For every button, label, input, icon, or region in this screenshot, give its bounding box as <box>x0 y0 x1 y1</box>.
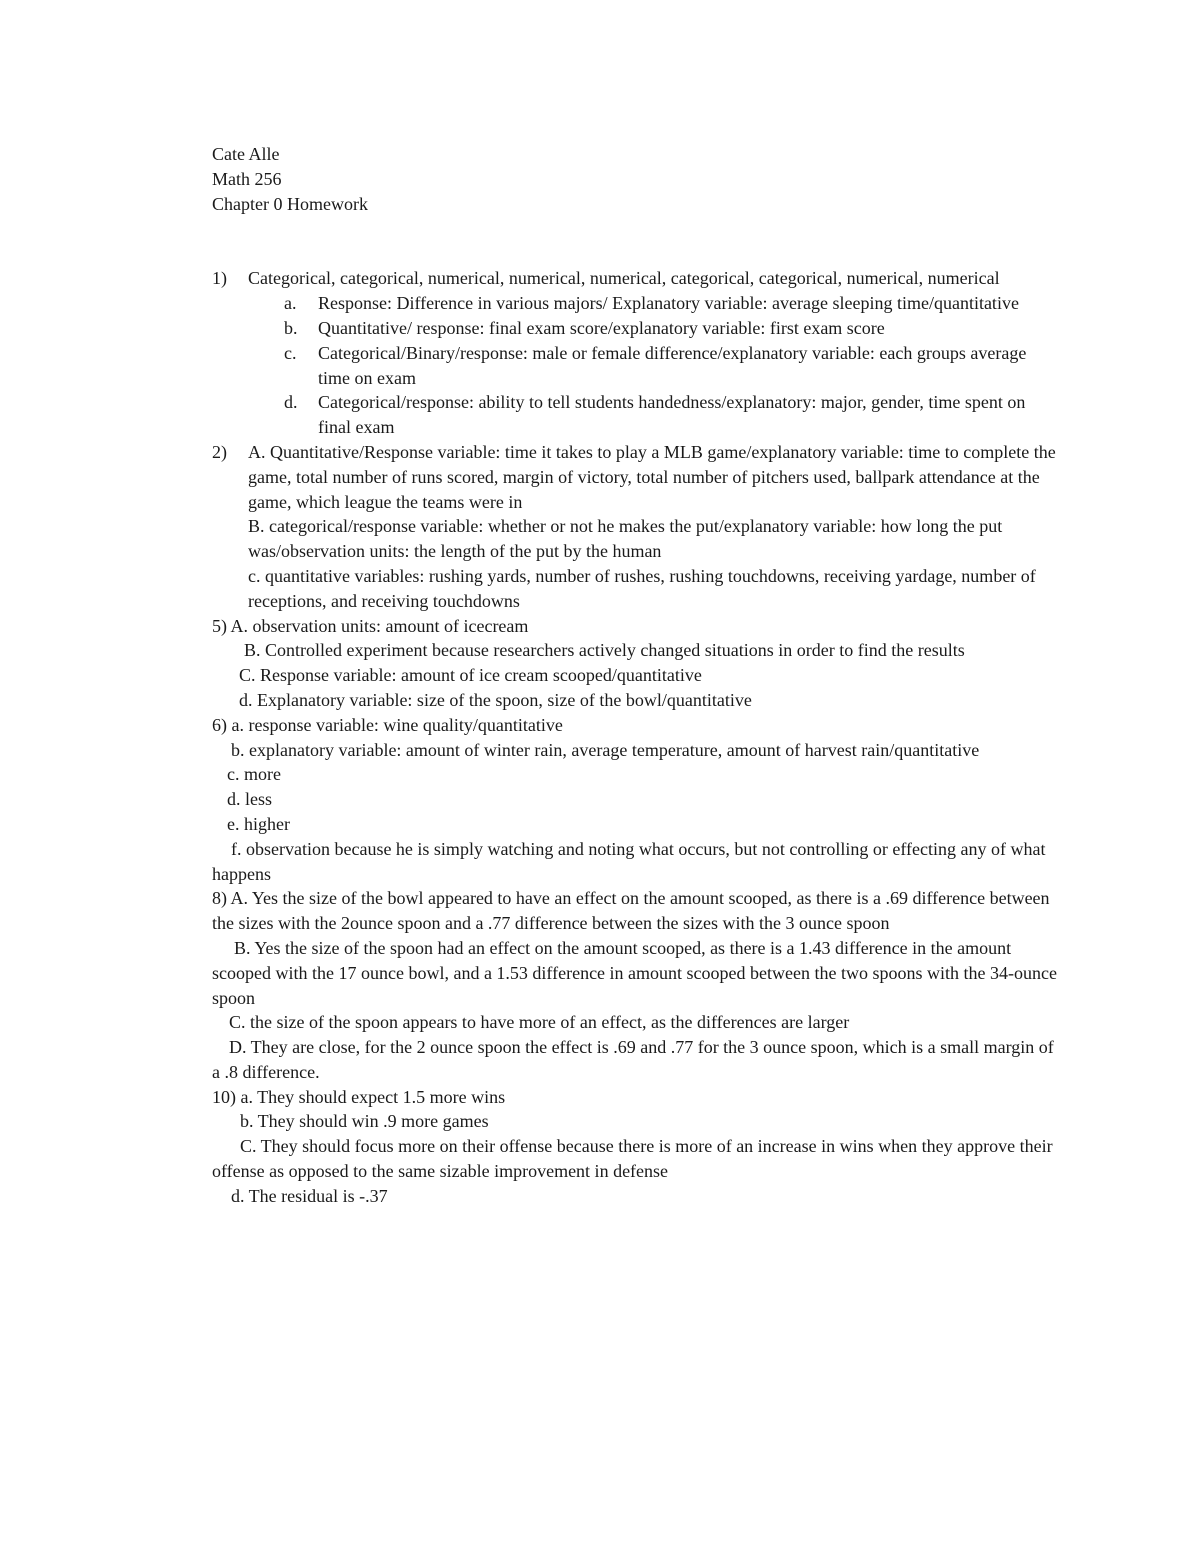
document-body <box>212 142 1062 1209</box>
question-6-part-b: b. explanatory variable: amount of winter rain, average temperature, amount of harvest rain/quantitative <box>231 739 980 760</box>
part-text: Response: Difference in various majors/ Explanatory variable: average sleeping time/quantitative <box>318 293 1019 314</box>
part-letter: d. <box>284 392 298 413</box>
question-8-part-a: 8) A. Yes the size of the bowl appeared to have an effect on the amount scooped, as there is a .69 difference between the sizes with the 2ounce spoon and a .77 difference between the sizes with the 3 ounce spoon <box>212 888 1050 934</box>
question-6-part-c: c. more <box>227 764 281 785</box>
question-6-part-d: d. less <box>227 789 272 810</box>
question-8-part-b: B. Yes the size of the spoon had an effect on the amount scooped, as there is a 1.43 difference in the amount scooped with the 17 ounce bowl, and a 1.53 difference in amount scooped between the two spoons with the 34-ounce spoon <box>212 937 1057 1008</box>
question-1-part-c <box>212 341 1062 391</box>
question-1-part-a <box>212 291 1062 316</box>
question-8-part-d: D. They are close, for the 2 ounce spoon the effect is .69 and .77 for the 3 ounce spoon, which is a small margin of a .8 difference. <box>212 1037 1054 1082</box>
part-text: Quantitative/ response: final exam score/explanatory variable: first exam score <box>318 317 885 338</box>
question-1-part-d <box>212 390 1062 440</box>
author-name: Cate Alle <box>212 144 280 164</box>
assignment-title: Chapter 0 Homework <box>212 193 368 214</box>
part-text: Categorical/Binary/response: male or female difference/explanatory variable: each groups average time on exam <box>318 342 1027 388</box>
question-2-number: 2) <box>212 441 227 462</box>
question-1-part-b <box>212 316 1062 341</box>
question-5-part-b: B. Controlled experiment because researchers actively changed situations in order to find the results <box>244 640 965 661</box>
question-2-part-b: B. categorical/response variable: whether or not he makes the put/explanatory variable: how long the put was/observation units: the length of the put by the human <box>248 516 1003 562</box>
part-letter: c. <box>284 342 297 363</box>
part-text: Categorical/response: ability to tell students handedness/explanatory: major, gender, time spent on final exam <box>318 392 1026 438</box>
part-letter: a. <box>284 293 297 314</box>
question-10-part-d: d. The residual is -.37 <box>231 1185 388 1206</box>
question-5-part-a: 5) A. observation units: amount of icecream <box>212 615 529 636</box>
question-5-part-c: C. Response variable: amount of ice cream scooped/quantitative <box>239 665 702 686</box>
question-6-part-f: f. observation because he is simply watching and noting what occurs, but not controlling or effecting any of what happens <box>212 838 1046 884</box>
question-5-part-d: d. Explanatory variable: size of the spoon, size of the bowl/quantitative <box>239 689 752 710</box>
question-6-part-a: 6) a. response variable: wine quality/quantitative <box>212 714 563 735</box>
question-1-number: 1) <box>212 268 227 289</box>
course-name: Math 256 <box>212 168 282 189</box>
question-10-part-b: b. They should win .9 more games <box>240 1111 489 1132</box>
question-2-part-a: A. Quantitative/Response variable: time it takes to play a MLB game/explanatory variable: time to complete the game, total number of runs scored, margin of victory, total number of pitchers used, ballpark attendance at the game, which league the teams were in <box>248 441 1056 512</box>
question-8-part-c: C. the size of the spoon appears to have more of an effect, as the differences are larger <box>229 1012 850 1033</box>
question-1 <box>212 266 1062 291</box>
question-10-part-c: C. They should focus more on their offense because there is more of an increase in wins when they approve their offense as opposed to the same sizable improvement in defense <box>212 1136 1053 1182</box>
question-1-text: Categorical, categorical, numerical, numerical, numerical, categorical, categorical, numerical, numerical <box>248 268 1000 289</box>
question-10-part-a: 10) a. They should expect 1.5 more wins <box>212 1086 506 1107</box>
question-6-part-e: e. higher <box>227 813 290 834</box>
part-letter: b. <box>284 317 298 338</box>
question-2 <box>212 440 1062 514</box>
question-2-part-c: c. quantitative variables: rushing yards, number of rushes, rushing touchdowns, receiving yardage, number of receptions, and receiving touchdowns <box>248 565 1036 611</box>
header-spacer <box>212 216 1062 266</box>
